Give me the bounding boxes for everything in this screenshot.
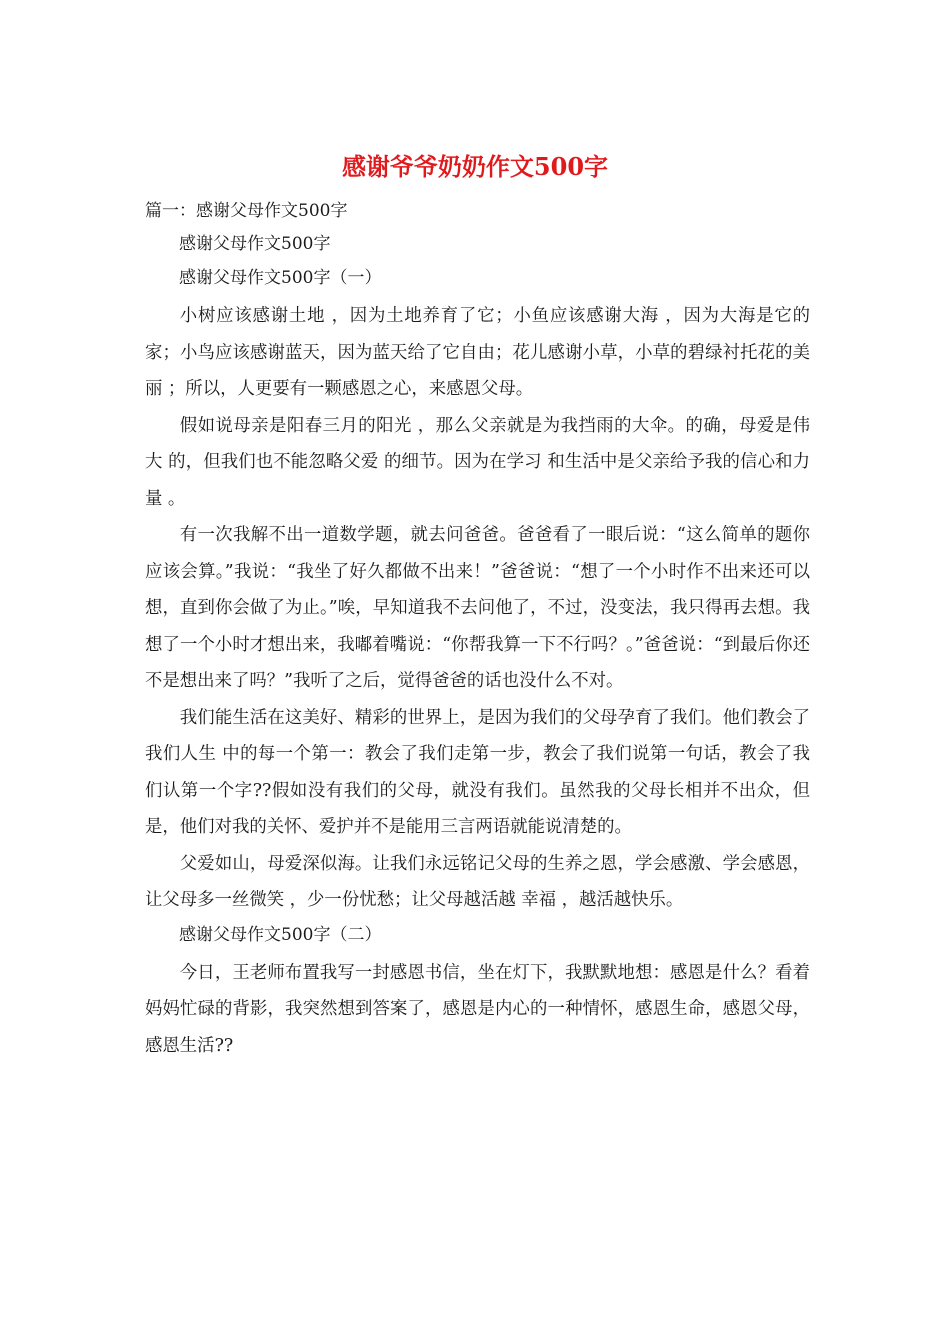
paragraph: 今日，王老师布置我写一封感恩书信，坐在灯下，我默默地想：感恩是什么？看着妈妈忙碌的背影，我突然想到答案了，感恩是内心的一种情怀，感恩生命，感恩父母，感恩生活?? [145,962,810,1056]
part-heading: 篇一：感谢父母作文500字 [145,201,348,221]
paragraph: 我们能生活在这美好、精彩的世界上，是因为我们的父母孕育了我们。他们教会了我们人生 中的每一个第一：教会了我们走第一步，教会了我们说第一句话，教会了我们认第一个字??假如没有我们的父母，就没有我们。虽然我的父母长相并不出众，但是，他们对我的关怀、爱护并不是能用三言两语就能说清楚的。 [145,707,810,837]
paragraph: 小树应该感谢土地 ，因为土地养育了它；小鱼应该感谢大海 ，因为大海是它的家；小鸟应该感谢蓝天，因为蓝天给了它自由；花儿感谢小草，小草的碧绿衬托花的美丽 ；所以，人更要有一颗感恩之心，来感恩父母。 [145,306,810,399]
paragraph: 有一次我解不出一道数学题，就去问爸爸。爸爸看了一眼后说：“这么简单的题你应该会算。”我说：“我坐了好久都做不出来！”爸爸说：“想了一个小时作不出来还可以想，直到你会做了为止。”唉，早知道我不去问他了，不过，没变法，我只得再去想。我想了一个小时才想出来，我嘟着嘴说：“你帮我算一下不行吗？。”爸爸说：“到最后你还不是想出来了吗？”我听了之后，觉得爸爸的话也没什么不对。 [145,525,810,691]
document-body [145,196,810,1064]
section-heading-2: 感谢父母作文500字（二） [179,924,382,945]
essay-subtitle: 感谢父母作文500字 [179,234,331,254]
paragraph: 假如说母亲是阳春三月的阳光 ，那么父亲就是为我挡雨的大伞。的确，母爱是伟大 的，但我们也不能忽略父爱 的细节。因为在学习 和生活中是父亲给予我的信心和力量 。 [145,415,810,509]
document-title: 感谢爷爷奶奶作文500字 [341,152,609,181]
paragraph: 父爱如山，母爱深似海。让我们永远铭记父母的生养之恩，学会感激、学会感恩，让父母多一丝微笑 ，少一份忧愁；让父母越活越 幸福 ，越活越快乐。 [145,853,810,910]
section-heading-1: 感谢父母作文500字（一） [179,268,382,288]
